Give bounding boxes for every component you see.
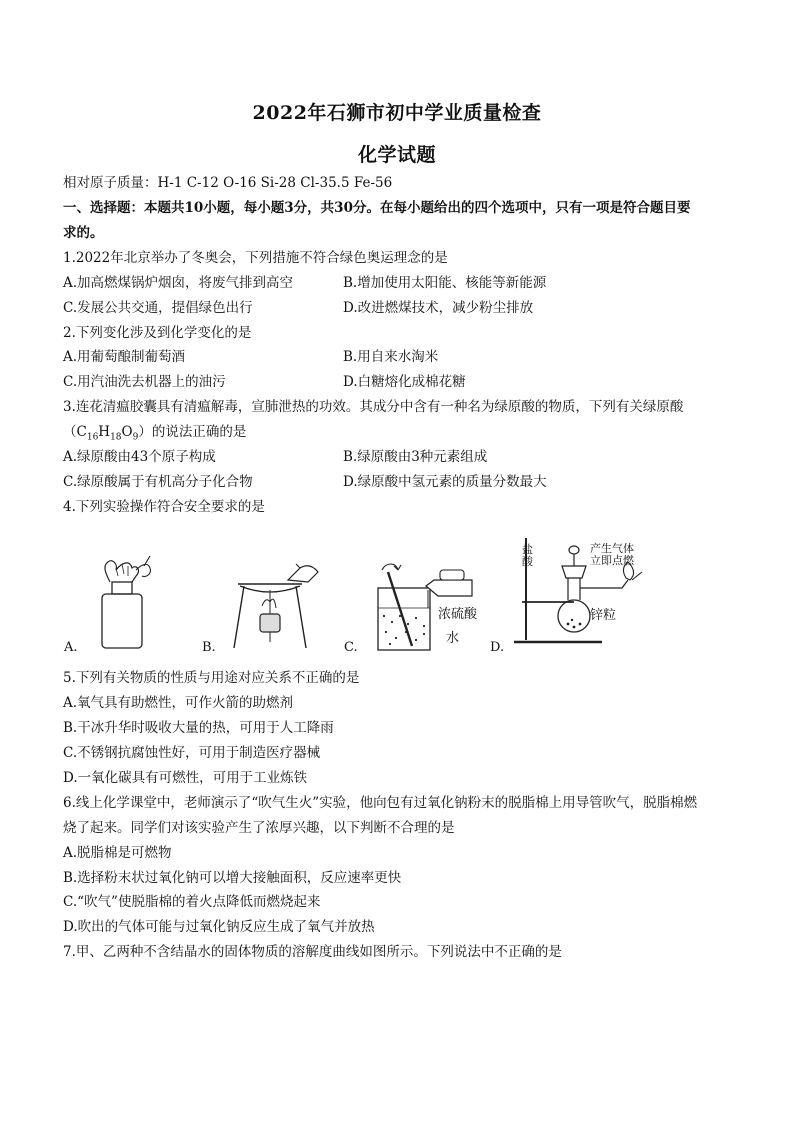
q2-option-d: D.白糖熔化成棉花糖: [343, 374, 466, 390]
q7-stem: 7.甲、乙两种不含结晶水的固体物质的溶解度曲线如图所示。下列说法中不正确的是: [63, 944, 562, 960]
q5-option-a: A.氧气具有助燃性，可作火箭的助燃剂: [63, 695, 294, 711]
q4-label-a: A.: [64, 640, 78, 655]
q6-option-c: C.“吹气”使脱脂棉的着火点降低而燃烧起来: [63, 894, 321, 910]
q2-option-a: A.用葡萄酿制葡萄酒: [63, 349, 186, 365]
q1-stem: 1.2022年北京举办了冬奥会，下列措施不符合绿色奥运理念的是: [63, 250, 448, 266]
q3-option-b: B.绿原酸由3种元素组成: [343, 449, 488, 465]
q2-stem: 2.下列变化涉及到化学变化的是: [63, 325, 252, 341]
q3-option-a: A.绿原酸由43个原子构成: [63, 449, 216, 465]
q6-option-a: A.脱脂棉是可燃物: [63, 845, 172, 861]
q4-label-b: B.: [202, 640, 216, 655]
page-title: 2022年石狮市初中学业质量检查: [252, 102, 542, 124]
atomic-mass-line: 相对原子质量：H-1 C-12 O-16 Si-28 Cl-35.5 Fe-56: [63, 175, 393, 191]
q6-option-d: D.吹出的气体可能与过氧化钠反应生成了氧气并放热: [63, 919, 375, 935]
q3-option-d: D.绿原酸中氢元素的质量分数最大: [343, 474, 547, 490]
q2-option-c: C.用汽油洗去机器上的油污: [63, 374, 226, 390]
q4-d-label-acid: 盐 酸: [522, 543, 533, 568]
q6-stem-line2: 烧了起来。同学们对该实验产生了浓厚兴趣，以下判断不合理的是: [63, 820, 455, 836]
q4-c-label-water: 水: [446, 631, 460, 646]
q4-figure-a: [92, 556, 162, 652]
q1-option-a: A.加高燃煤锅炉烟囱，将废气排到高空: [63, 275, 294, 291]
q3-formula-line: $(C_{16}H_{18}O_9)$的说法正确的是: [63, 424, 247, 443]
q5-option-d: D.一氧化碳具有可燃性，可用于工业炼铁: [63, 770, 308, 786]
q4-c-label-acid: 浓硫酸: [438, 607, 478, 622]
q6-option-b: B.选择粉末状过氧化钠可以增大接触面积，反应速率更快: [63, 870, 402, 886]
q4-d-label-zinc: 锌粒: [590, 608, 617, 623]
q3-option-c: C.绿原酸属于有机高分子化合物: [63, 474, 253, 490]
q4-figure-b: [226, 562, 326, 652]
q5-option-c: C.不锈钢抗腐蚀性好，可用于制造医疗器械: [63, 745, 321, 761]
q1-option-d: D.改进燃煤技术，减少粉尘排放: [343, 300, 534, 316]
section1-heading-line1: 一、选择题：本题共10小题，每小题3分，共30分。在每小题给出的四个选项中，只有一项是符合题目要: [63, 200, 691, 216]
q5-option-b: B.干冰升华时吸收大量的热，可用于人工降雨: [63, 720, 334, 736]
q3-stem: 3.连花清瘟胶囊具有清瘟解毒，宣肺泄热的功效。其成分中含有一种名为绿原酸的物质，下列有关绿原酸: [63, 399, 684, 415]
page-subtitle: 化学试题: [357, 144, 436, 166]
q4-d-label-gas: 产生气体 立即点燃: [590, 542, 634, 567]
q4-stem: 4.下列实验操作符合安全要求的是: [63, 499, 265, 515]
q4-label-d: D.: [490, 640, 505, 655]
q4-label-c: C.: [344, 640, 358, 655]
q5-stem: 5.下列有关物质的性质与用途对应关系不正确的是: [63, 670, 360, 686]
q1-option-b: B.增加使用太阳能、核能等新能源: [343, 275, 547, 291]
q6-stem-line1: 6.线上化学课堂中，老师演示了“吹气生火”实验，他向包有过氧化钠粉末的脱脂棉上用导管吹气，脱脂棉燃: [63, 795, 698, 811]
section1-heading-line2: 求的。: [63, 225, 104, 241]
q1-option-c: C.发展公共交通，提倡绿色出行: [63, 300, 253, 316]
q2-option-b: B.用自来水淘米: [343, 349, 439, 365]
